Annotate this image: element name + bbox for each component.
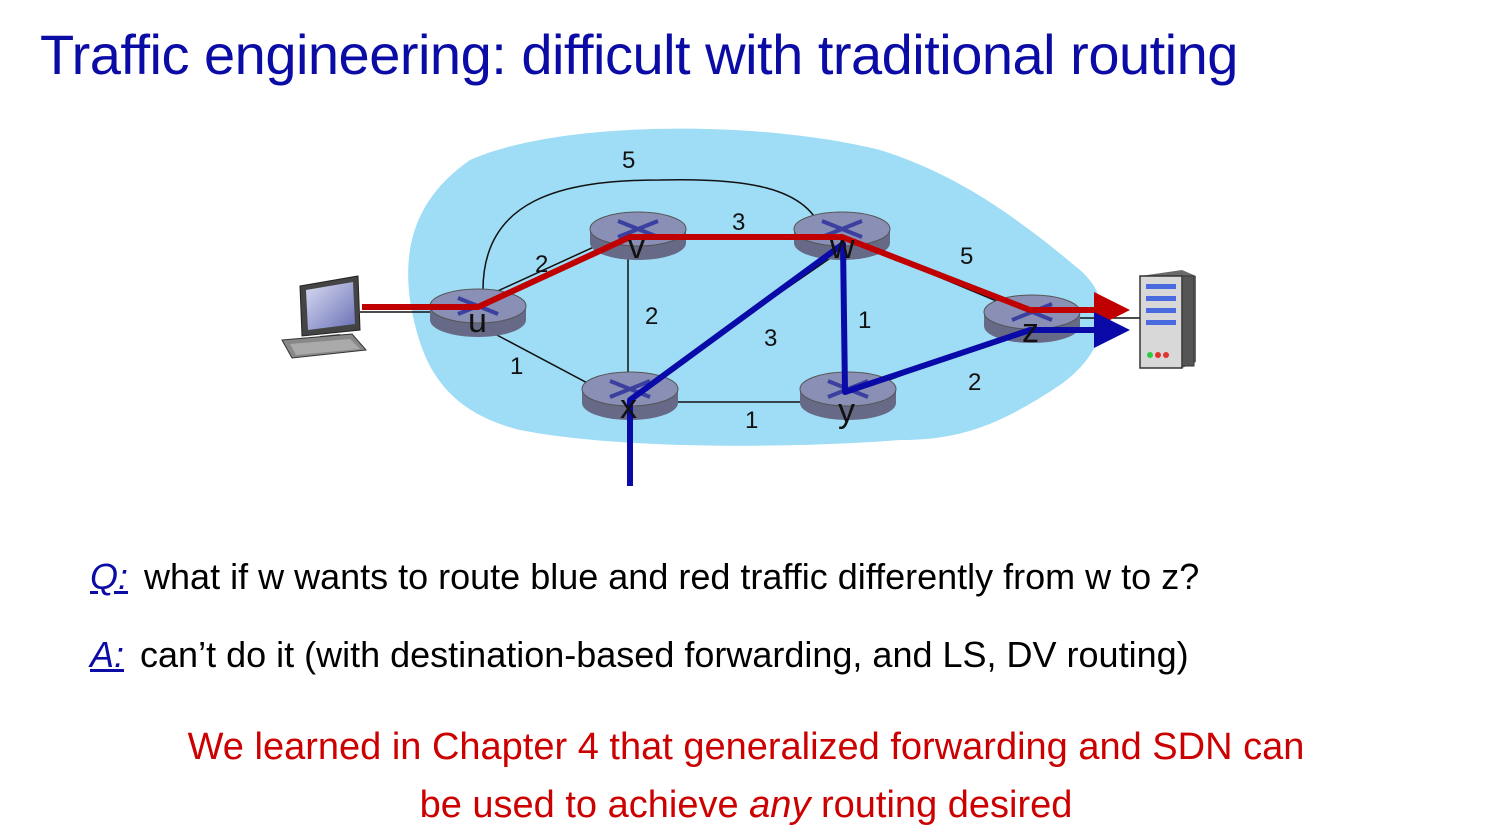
conclusion-line-2-pre: be used to achieve xyxy=(419,784,750,826)
question-line xyxy=(90,556,1199,598)
slide-title: Traffic engineering: difficult with traditional routing xyxy=(40,23,1238,86)
node-label-x: x xyxy=(620,388,637,426)
conclusion-line-2-post: routing desired xyxy=(810,784,1073,826)
answer-prefix: A: xyxy=(90,634,125,675)
node-label-v: v xyxy=(628,228,645,266)
answer-line xyxy=(90,634,1189,676)
server-icon xyxy=(1140,270,1196,368)
weight-w-z: 5 xyxy=(960,243,974,270)
weight-x-y: 1 xyxy=(745,407,759,434)
node-label-z: z xyxy=(1022,312,1039,350)
node-label-w: w xyxy=(830,228,855,266)
network-cloud xyxy=(408,129,1102,446)
conclusion-text xyxy=(0,718,1492,834)
weight-v-w: 3 xyxy=(732,209,746,236)
node-label-u: u xyxy=(468,302,487,340)
weight-v-x: 2 xyxy=(645,303,659,330)
conclusion-line-2 xyxy=(0,776,1492,834)
conclusion-line-1: We learned in Chapter 4 that generalized forwarding and SDN can xyxy=(187,726,1305,768)
conclusion-line-2-em: any xyxy=(749,784,811,826)
answer-text: can’t do it (with destination-based forwarding, and LS, DV routing) xyxy=(140,634,1189,675)
weight-w-y: 1 xyxy=(858,307,872,334)
weight-u-w: 5 xyxy=(622,147,636,174)
weight-y-z: 2 xyxy=(968,369,982,396)
weight-x-w: 3 xyxy=(764,325,778,352)
weight-u-v: 2 xyxy=(535,251,549,278)
question-prefix: Q: xyxy=(90,556,129,597)
weight-u-x: 1 xyxy=(510,353,524,380)
node-label-y: y xyxy=(838,392,855,430)
host-computer-icon xyxy=(282,276,366,358)
question-text: what if w wants to route blue and red traffic differently from w to z? xyxy=(144,556,1200,597)
